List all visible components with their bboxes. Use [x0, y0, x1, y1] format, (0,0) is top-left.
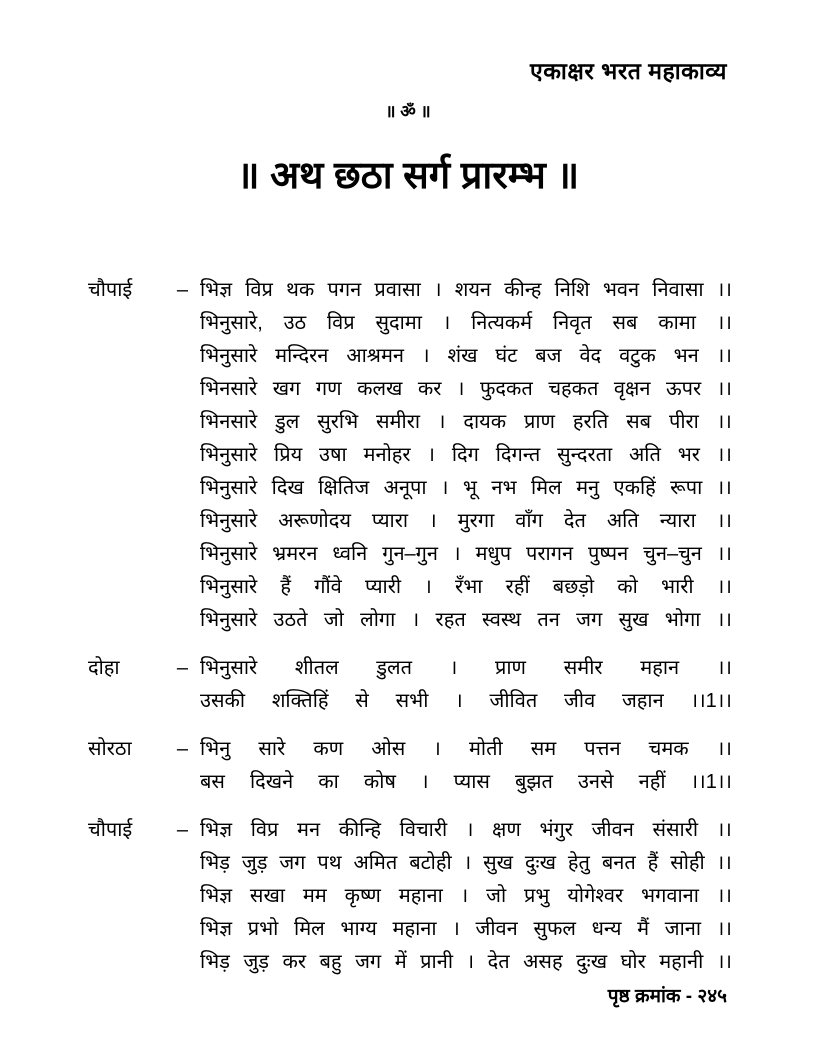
om-invocation: ॥ ॐ ॥ [385, 102, 431, 121]
stanza-label-cell [88, 733, 200, 766]
stanza-label: सोरठा [88, 738, 132, 760]
stanza-label-cell [88, 652, 200, 685]
stanza-chaupai-1 [88, 274, 732, 637]
verse-line: भिनुसारे भ्रमरन ध्वनि गुन–गुन । मधुप परागन पुष्पन चुन–चुन ।। [200, 543, 732, 565]
verse-line: भिनु सारे कण ओस । मोती सम पत्तन चमक ।। [200, 738, 732, 760]
stanza-label: चौपाई [88, 819, 133, 841]
verse-lines [200, 652, 732, 718]
stanza-dash: – [176, 819, 188, 841]
verse-line: भिनसारे खग गण कलख कर । फुदकत चहकत वृक्षन ऊपर ।। [200, 378, 732, 400]
verse-line: भिनुसारे मन्दिरन आश्रमन । शंख घंट बज वेद वटुक भन ।। [200, 345, 732, 367]
verse-line: भिनुसारे शीतल डुलत । प्राण समीर महान ।। [200, 657, 732, 679]
stanza-label: चौपाई [88, 279, 133, 301]
verse-line: भिनसारे डुल सुरभि समीरा । दायक प्राण हरति सब पीरा ।। [200, 411, 732, 433]
verse-line: भिनुसारे हैं गौंवे प्यारी । रँभा रहीं बछड़ो को भारी ।। [200, 576, 732, 598]
stanza-soratha [88, 733, 732, 799]
stanza-dash: – [176, 279, 188, 301]
verse-line: उसकी शक्तिहिं से सभी । जीवित जीव जहान ।।1।। [200, 690, 732, 712]
stanza-label: दोहा [88, 657, 120, 679]
verse-lines [200, 733, 732, 799]
verse-lines [200, 814, 732, 979]
stanza-dash: – [176, 657, 188, 679]
page-number: पृष्ठ क्रमांक - २४५ [607, 986, 727, 1007]
chapter-title: ॥ अथ छठा सर्ग प्रारम्भ ॥ [236, 155, 580, 197]
verse-line: भिनुसारे प्रिय उषा मनोहर । दिग दिगन्त सुन्दरता अति भर ।। [200, 444, 732, 466]
verse-line: बस दिखने का कोष । प्यास बुझत उनसे नहीं ।।1।। [200, 771, 732, 793]
verse-line: भिनुसारे उठते जो लोगा । रहत स्वस्थ तन जग सुख भोगा ।। [200, 609, 732, 631]
verse-line: भिज्ञ विप्र मन कीन्हि विचारी । क्षण भंगुर जीवन संसारी ।। [200, 819, 732, 841]
verse-line: भिनुसारे, उठ विप्र सुदामा । नित्यकर्म निवृत सब कामा ।। [200, 312, 732, 334]
verse-line: भिनुसारे दिख क्षितिज अनूपा । भू नभ मिल मनु एकहिं रूपा ।। [200, 477, 732, 499]
verse-line: भिज्ञ प्रभो मिल भाग्य महाना । जीवन सुफल धन्य मैं जाना ।। [200, 918, 732, 940]
verse-line: भिज्ञ विप्र थक पगन प्रवासा । शयन कीन्ह निशि भवन निवासा ।। [200, 279, 732, 301]
stanza-label-cell [88, 814, 200, 847]
verse-body [88, 274, 732, 979]
verse-line: भिड़ जुड़ जग पथ अमित बटोही । सुख दुःख हेतु बनत हैं सोही ।। [200, 852, 732, 874]
stanza-label-cell [88, 274, 200, 307]
book-title-header: एकाक्षर भरत महाकाव्य [530, 58, 727, 84]
verse-lines [200, 274, 732, 637]
verse-line: भिनुसारे अरूणोदय प्यारा । मुरगा वाँग देत अति न्यारा ।। [200, 510, 732, 532]
verse-line: भिज्ञ सखा मम कृष्ण महाना । जो प्रभु योगेश्वर भगवाना ।। [200, 885, 732, 907]
stanza-doha [88, 652, 732, 718]
verse-line: भिड़ जुड़ कर बहु जग में प्रानी । देत असह दुःख घोर महानी ।। [200, 951, 732, 973]
stanza-dash: – [176, 738, 188, 760]
stanza-chaupai-2 [88, 814, 732, 979]
